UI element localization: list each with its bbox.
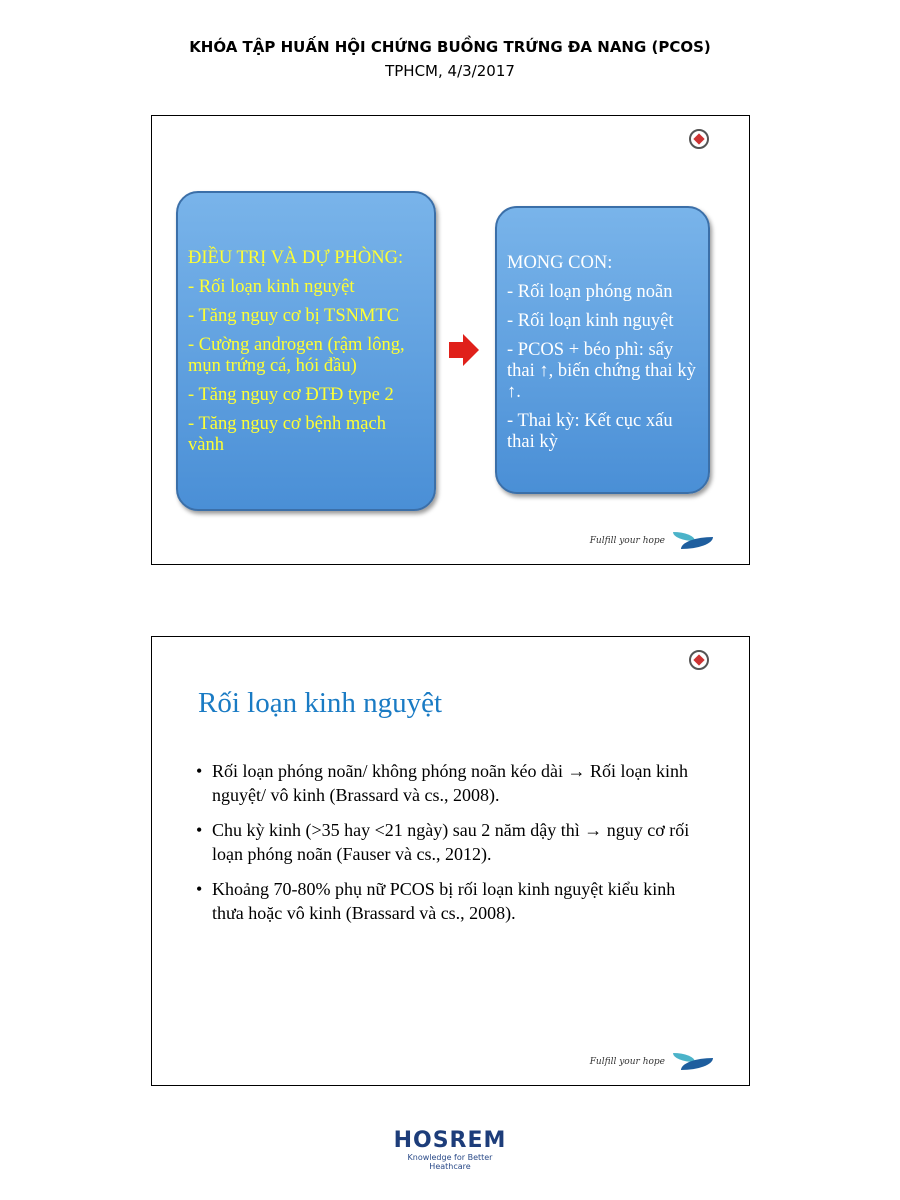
treatment-box (176, 191, 436, 511)
seal-icon (689, 650, 709, 670)
document-subtitle: TPHCM, 4/3/2017 (385, 62, 515, 80)
bullet-item: • Chu kỳ kinh (>35 hay <21 ngày) sau 2 năm dậy thì → nguy cơ rối loạn phóng noãn (Fauser và cs., 2012). (196, 818, 706, 866)
bullet-list (196, 759, 706, 936)
slide-1 (151, 115, 750, 565)
fertility-box (495, 206, 710, 494)
footer-slogan: Fulfill your hope (589, 1057, 665, 1067)
brand-wave-icon (673, 1053, 713, 1071)
hosrem-logo (390, 1128, 510, 1171)
box-item: - Cường androgen (rậm lông, mụn trứng cá, hói đầu) (188, 335, 405, 376)
box-item: - PCOS + béo phì: sẩy thai ↑, biến chứng thai kỳ ↑. (507, 340, 696, 402)
bullet-item: • Rối loạn phóng noãn/ không phóng noãn kéo dài → Rối loạn kinh nguyệt/ vô kinh (Brassard và cs., 2008). (196, 759, 706, 807)
box-item: - Rối loạn kinh nguyệt (507, 311, 674, 331)
brand-wave-icon (673, 532, 713, 550)
seal-icon (689, 129, 709, 149)
slide-title: Rối loạn kinh nguyệt (198, 687, 443, 719)
box-heading: MONG CON: (507, 253, 613, 273)
slide-2 (151, 636, 750, 1086)
logo-name: HOSREM (393, 1128, 507, 1153)
box-item: - Rối loạn kinh nguyệt (188, 277, 355, 297)
document-title: KHÓA TẬP HUẤN HỘI CHỨNG BUỒNG TRỨNG ĐA NANG (PCOS) (189, 38, 711, 56)
box-item: - Tăng nguy cơ bị TSNMTC (188, 306, 400, 326)
box-heading: ĐIỀU TRỊ VÀ DỰ PHÒNG: (188, 248, 404, 268)
box-item: - Rối loạn phóng noãn (507, 282, 673, 302)
slide-footer (590, 532, 713, 550)
bullet-item: • Khoảng 70-80% phụ nữ PCOS bị rối loạn kinh nguyệt kiểu kinh thưa hoặc vô kinh (Brassard và cs., 2008). (196, 877, 706, 925)
box-item: - Tăng nguy cơ bệnh mạch vành (188, 414, 386, 455)
box-item: - Thai kỳ: Kết cục xấu thai kỳ (507, 411, 673, 452)
slide-footer (590, 1053, 713, 1071)
footer-slogan: Fulfill your hope (589, 536, 665, 546)
logo-tagline: Knowledge for Better Heathcare (407, 1153, 493, 1171)
box-item: - Tăng nguy cơ ĐTĐ type 2 (188, 385, 394, 405)
